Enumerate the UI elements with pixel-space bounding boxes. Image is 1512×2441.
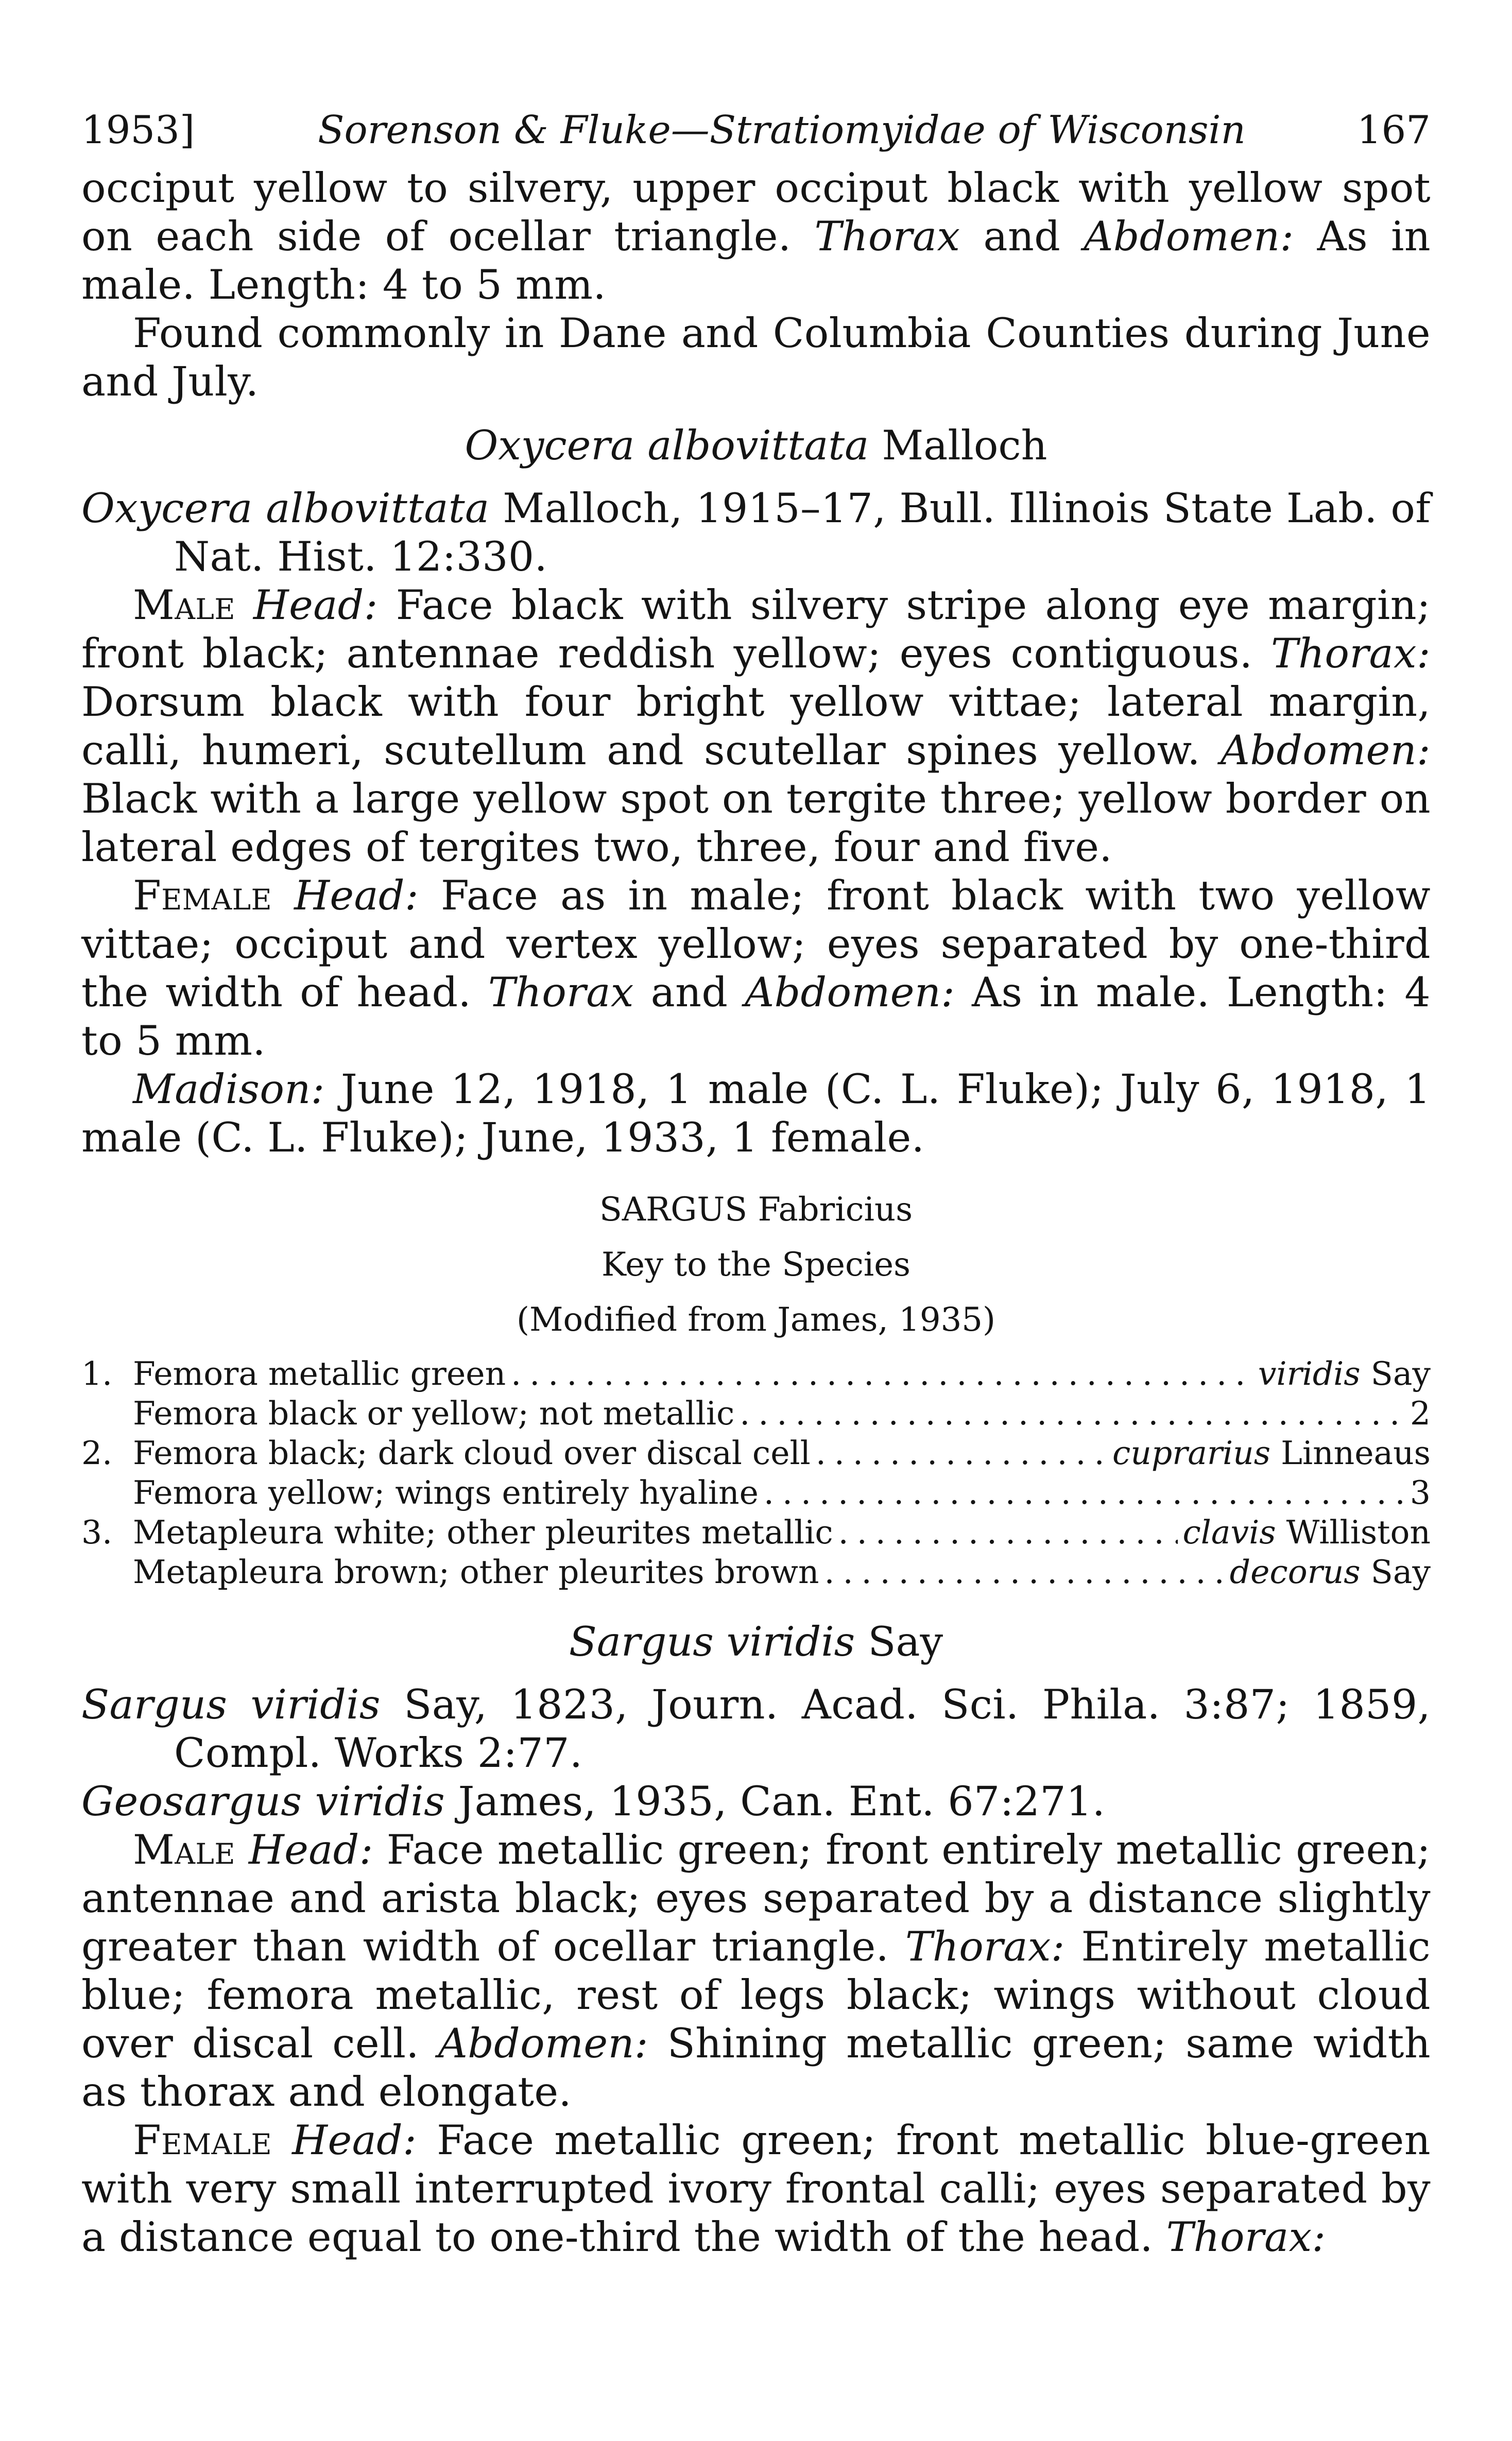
head-description: Face metallic green; front entirely metallic green; antennae and arista black; eyes separated by a distance slightly greater than width of ocellar triangle. (81, 1826, 1431, 1970)
citation-name: Geosargus viridis (81, 1778, 445, 1825)
key-result-species: decorus (1229, 1553, 1361, 1591)
intro-paragraph (81, 164, 1431, 309)
label-thorax: Thorax: (1166, 2213, 1326, 2261)
key-result-rest: 2 (1410, 1395, 1431, 1432)
label-thorax: Thorax (814, 213, 960, 260)
head-description: Face black with silvery stripe along eye margin; front black; antennae reddish yellow; eyes contiguous. (81, 581, 1431, 677)
key-result-rest: 3 (1410, 1474, 1431, 1511)
page-number: 167 (1356, 107, 1431, 152)
female-length: As in male. Length: 4 to 5 mm. (81, 969, 1431, 1064)
male-description (81, 1826, 1431, 2116)
key-couplet (81, 1552, 1431, 1592)
species-title-oxycera (81, 421, 1431, 470)
key-character: Metapleura white; other pleurites metallic (133, 1514, 833, 1551)
key-list (81, 1354, 1431, 1592)
key-character: Femora black; dark cloud over discal cell (133, 1434, 811, 1472)
collection-records: June 12, 1918, 1 male (C. L. Fluke); July 6, 1918, 1 male (C. L. Fluke); June, 1933, 1 female. (81, 1065, 1431, 1161)
key-couplet (81, 1473, 1431, 1512)
key-couplet (81, 1394, 1431, 1433)
label-thorax: Thorax (488, 969, 634, 1016)
volume-year: 1953] (81, 107, 195, 152)
key-result (1183, 1512, 1431, 1552)
oxycera-section (81, 484, 1431, 1162)
conjunction: and (650, 969, 728, 1016)
label-abdomen: Abdomen: (1084, 213, 1294, 260)
key-section (81, 1182, 1431, 1592)
label-head: Head: (248, 1826, 373, 1873)
citation (81, 484, 1431, 581)
citation-name: Sargus viridis (81, 1681, 381, 1728)
label-head: Head: (292, 2117, 417, 2164)
sex-label: Male (133, 1826, 235, 1873)
abdomen-description: Shining metallic green; same width as thorax and elongate. (81, 2020, 1431, 2116)
key-result-species: viridis (1258, 1355, 1361, 1393)
female-description (81, 871, 1431, 1065)
intro-length: As in male. Length: 4 to 5 mm. (81, 213, 1431, 308)
page (81, 107, 1431, 2261)
conjunction: and (983, 213, 1061, 260)
key-result (1230, 1552, 1431, 1592)
running-title: Sorenson & Fluke—Stratiomyidae of Wisconsin (318, 107, 1246, 152)
sex-label: Female (133, 2117, 272, 2164)
key-character: Femora yellow; wings entirely hyaline (133, 1474, 759, 1511)
abdomen-description: Black with a large yellow spot on tergite three; yellow border on lateral edges of tergites two, three, four and five. (81, 775, 1431, 871)
leader-dots (824, 1552, 1225, 1592)
distribution-paragraph: Found commonly in Dane and Columbia Counties during June and July. (81, 310, 1431, 405)
label-abdomen: Abdomen: (438, 2020, 648, 2067)
leader-dots (816, 1433, 1107, 1473)
sargus-section (81, 1680, 1431, 2261)
key-couplet (81, 1354, 1431, 1394)
key-number: 2. (81, 1434, 113, 1472)
key-result-rest: Williston (1276, 1514, 1431, 1551)
intro-text: occiput yellow to silvery, upper occiput black with yellow spot on each side of ocellar triangle. (81, 164, 1431, 260)
sex-label: Male (133, 581, 235, 629)
citation-reference: James, 1935, Can. Ent. 67:271. (458, 1778, 1106, 1825)
key-result-species: clavis (1182, 1514, 1276, 1551)
key-character: Femora black or yellow; not metallic (133, 1395, 735, 1432)
key-genus: SARGUS Fabricius (599, 1191, 913, 1229)
label-head: Head: (253, 581, 378, 629)
leader-dots (511, 1354, 1253, 1394)
citation (81, 1680, 1431, 1777)
key-character: Femora metallic green (133, 1355, 506, 1393)
records-paragraph (81, 1065, 1431, 1162)
head-description: Face metallic green; front metallic blue-green with very small interrupted ivory frontal calli; eyes separated by a distance equal to one-third the width of the head. (81, 2117, 1431, 2261)
key-couplet (81, 1433, 1431, 1473)
key-result (1112, 1433, 1431, 1473)
species-name: Sargus viridis (569, 1618, 855, 1665)
citation-reference: Say, 1823, Journ. Acad. Sci. Phila. 3:87; 1859, Compl. Works 2:77. (174, 1681, 1431, 1777)
species-author: Say (868, 1618, 943, 1665)
running-header (81, 107, 1431, 164)
label-head: Head: (294, 872, 419, 919)
key-result (1258, 1354, 1431, 1394)
key-character: Metapleura brown; other pleurites brown (133, 1553, 819, 1591)
key-source: (Modified from James, 1935) (517, 1301, 995, 1339)
species-title-sargus (81, 1618, 1431, 1666)
citation-name: Oxycera albovittata (81, 485, 490, 532)
key-number: 1. (81, 1355, 113, 1393)
female-description (81, 2116, 1431, 2261)
sex-label: Female (133, 872, 272, 919)
label-abdomen: Abdomen: (1220, 727, 1431, 774)
leader-dots (764, 1473, 1405, 1512)
key-result-rest: Say (1360, 1553, 1431, 1591)
citation-reference: Malloch, 1915–17, Bull. Illinois State Lab. of Nat. Hist. 12:330. (174, 485, 1431, 580)
key-result-species: cuprarius (1112, 1434, 1271, 1472)
intro-section (81, 164, 1431, 406)
citation (81, 1777, 1431, 1826)
key-couplet (81, 1512, 1431, 1552)
species-name: Oxycera albovittata (465, 422, 869, 469)
label-thorax: Thorax: (1271, 630, 1431, 677)
key-title: Key to the Species (602, 1246, 910, 1284)
key-result-rest: Linneaus (1270, 1434, 1431, 1472)
key-result-rest: Say (1360, 1355, 1431, 1393)
head-description: Face as in male; front black with two yellow vittae; occiput and vertex yellow; eyes separated by one-third the width of head. (81, 872, 1431, 1016)
key-result (1410, 1394, 1431, 1433)
locality: Madison: (133, 1065, 325, 1113)
leader-dots (838, 1512, 1178, 1552)
thorax-description: Dorsum black with four bright yellow vittae; lateral margin, calli, humeri, scutellum and scutellar spines yellow. (81, 678, 1431, 774)
label-abdomen: Abdomen: (745, 969, 955, 1016)
male-description (81, 581, 1431, 871)
thorax-description: Entirely metallic blue; femora metallic, rest of legs black; wings without cloud over discal cell. (81, 1923, 1431, 2067)
key-result (1410, 1473, 1431, 1512)
leader-dots (740, 1394, 1405, 1433)
species-author: Malloch (882, 422, 1047, 469)
label-thorax: Thorax: (905, 1923, 1065, 1970)
key-number: 3. (81, 1514, 113, 1551)
